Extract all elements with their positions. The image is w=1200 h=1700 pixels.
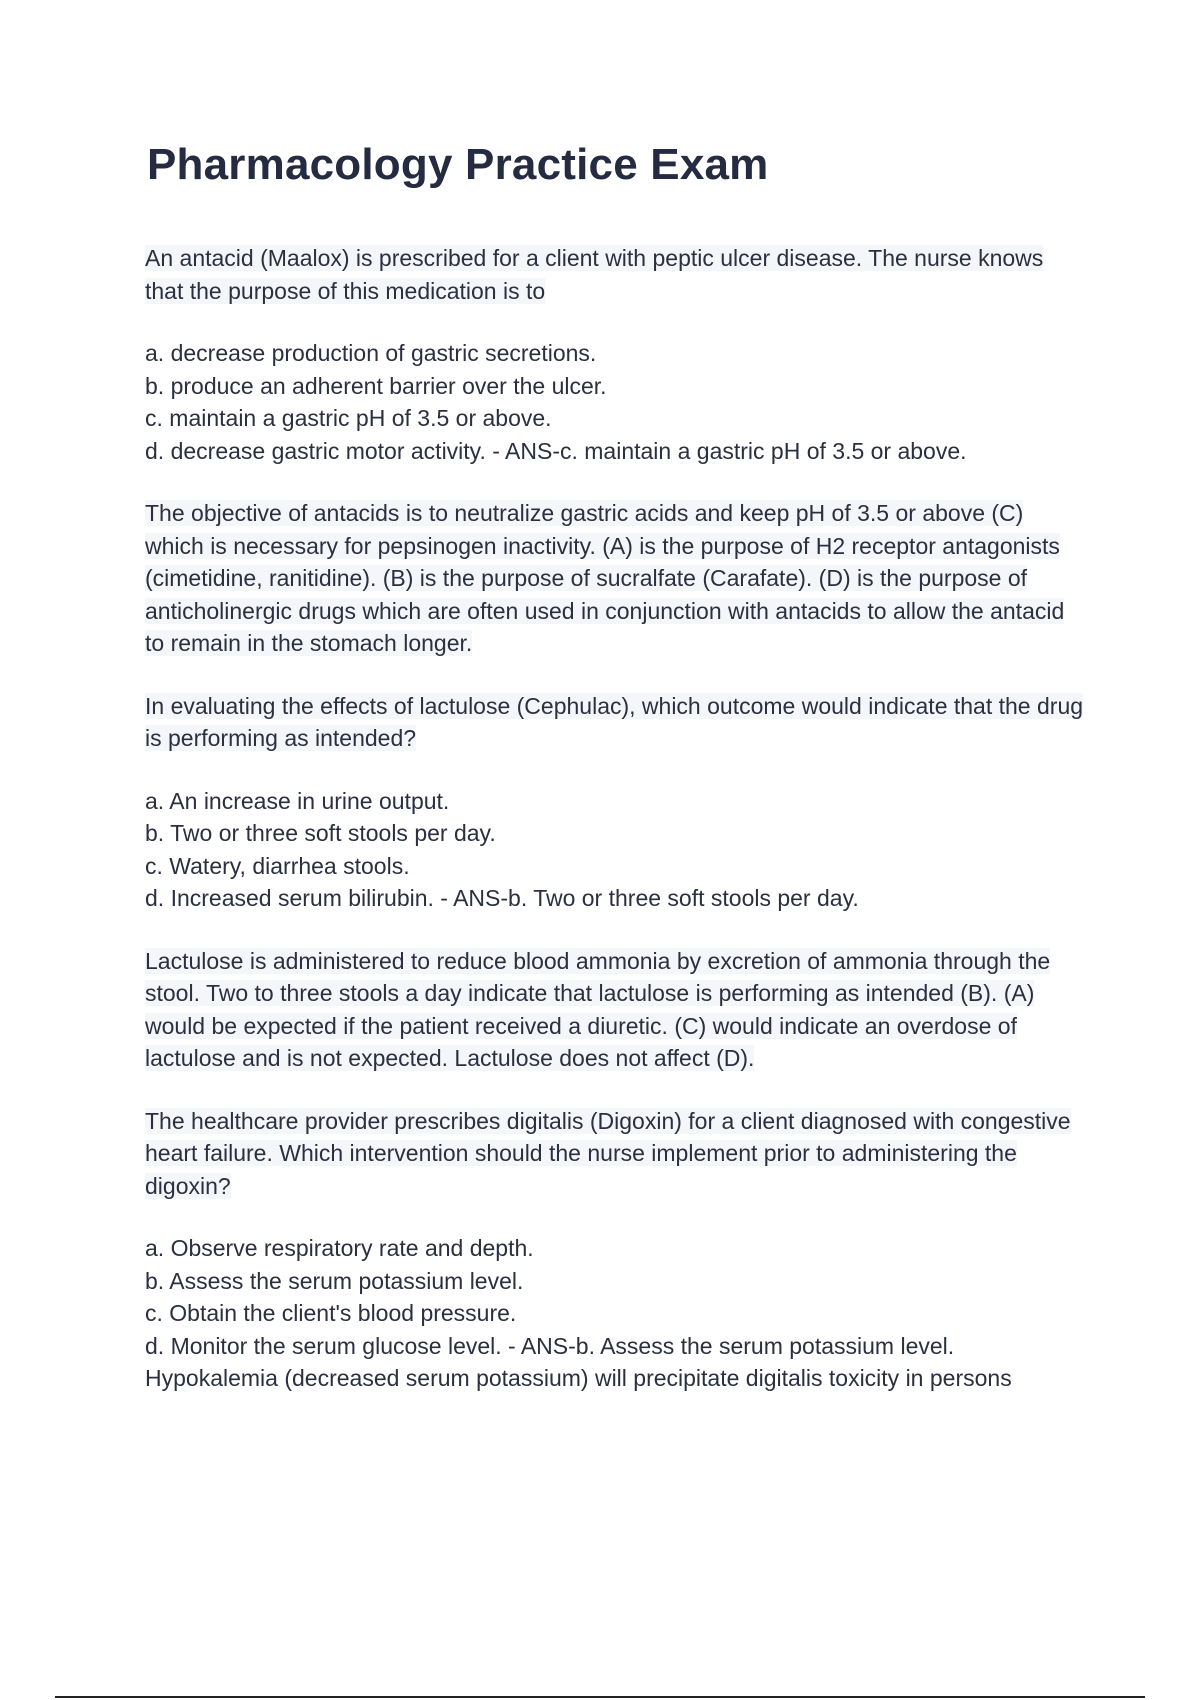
page-title: Pharmacology Practice Exam	[147, 140, 769, 189]
question-2-option-b: b. Two or three soft stools per day.	[145, 820, 496, 846]
question-3-option-d-answer: d. Monitor the serum glucose level. - ANS-b. Assess the serum potassium level.	[145, 1332, 955, 1359]
page-bottom-rule	[55, 1696, 1145, 1698]
question-3-stem: The healthcare provider prescribes digitalis (Digoxin) for a client diagnosed with congestive heart failure. Which intervention should the nurse implement prior to administering the digoxin?	[145, 1107, 1071, 1199]
question-1-option-d-answer: d. decrease gastric motor activity. - ANS-c. maintain a gastric pH of 3.5 or above.	[145, 437, 967, 464]
question-2-stem: In evaluating the effects of lactulose (Cephulac), which outcome would indicate that the drug is performing as intended?	[145, 692, 1084, 751]
question-3-option-b: b. Assess the serum potassium level.	[145, 1267, 524, 1294]
question-2-option-d-answer: d. Increased serum bilirubin. - ANS-b. Two or three soft stools per day.	[145, 885, 859, 911]
exam-content	[145, 242, 1085, 1425]
question-3-option-a: a. Observe respiratory rate and depth.	[145, 1235, 534, 1261]
question-2-option-c: c. Watery, diarrhea stools.	[145, 852, 410, 879]
question-1-option-b: b. produce an adherent barrier over the ulcer.	[145, 372, 607, 399]
question-3-option-c: c. Obtain the client's blood pressure.	[145, 1300, 517, 1326]
question-1-option-a: a. decrease production of gastric secretions.	[145, 340, 597, 366]
question-3-rationale-partial: Hypokalemia (decreased serum potassium) will precipitate digitalis toxicity in persons	[145, 1365, 1012, 1391]
question-2-option-a: a. An increase in urine output.	[145, 787, 450, 814]
question-3-options	[145, 1232, 1085, 1395]
question-2-rationale: Lactulose is administered to reduce blood ammonia by excretion of ammonia through the stool. Two to three stools a day indicate that lactulose is performing as intended (B). (A) would be expected if the patient received a diuretic. (C) would indicate an overdose of lactulose and is not expected. Lactulose does not affect (D).	[145, 947, 1051, 1071]
question-1-rationale: The objective of antacids is to neutralize gastric acids and keep pH of 3.5 or above (C) which is necessary for pepsinogen inactivity. (A) is the purpose of H2 receptor antagonists (cimetidine, ranitidine). (B) is the purpose of sucralfate (Carafate). (D) is the purpose of anticholinergic drugs which are often used in conjunction with antacids to allow the antacid to remain in the stomach longer.	[145, 500, 1065, 656]
question-1-stem: An antacid (Maalox) is prescribed for a client with peptic ulcer disease. The nurse knows that the purpose of this medication is to	[145, 245, 1044, 304]
question-2-options	[145, 785, 1085, 915]
question-1-options	[145, 337, 1085, 467]
question-1-option-c: c. maintain a gastric pH of 3.5 or above.	[145, 405, 552, 431]
